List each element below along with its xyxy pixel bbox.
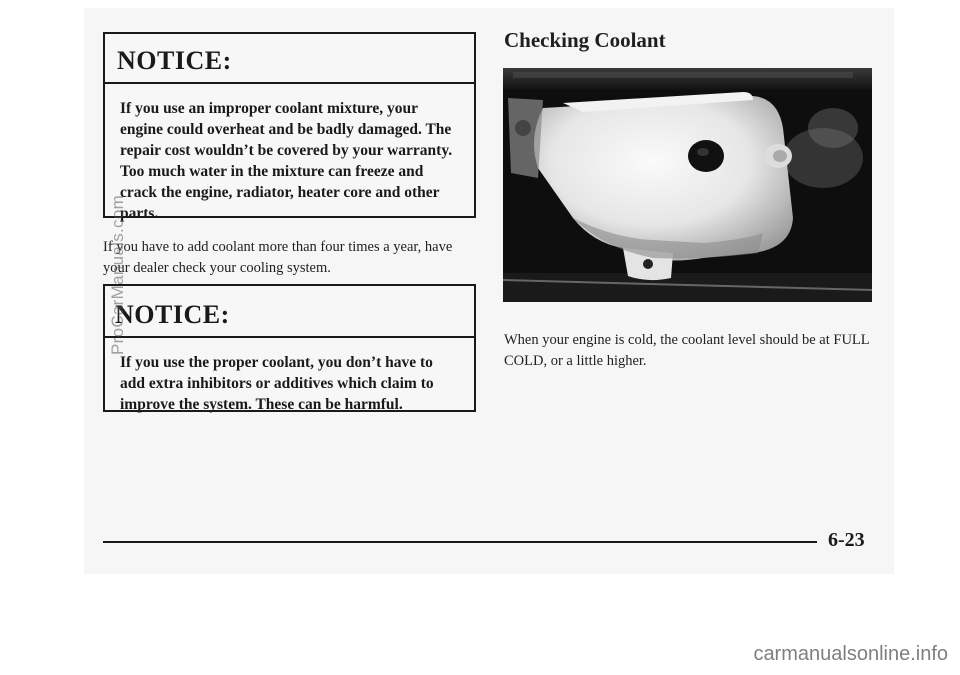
notice-heading: NOTICE: xyxy=(105,34,474,84)
coolant-reservoir-illustration xyxy=(503,68,872,302)
notice-text: If you use the proper coolant, you don’t have to add extra inhibitors or additives which claim to improve the system. These can be harmful. xyxy=(120,354,434,413)
page-number: 6-23 xyxy=(828,529,865,551)
coolant-level-paragraph: When your engine is cold, the coolant level should be at FULL COLD, or a little higher. xyxy=(504,332,870,369)
coolant-reservoir-photo xyxy=(503,68,872,302)
coolant-frequency-paragraph: If you have to add coolant more than four times a year, have your dealer check your cooling system. xyxy=(103,239,453,276)
notice-text: If you use an improper coolant mixture, your engine could overheat and be badly damaged. The repair cost wouldn’t be covered by your warranty. Too much water in the mixture can freeze and crack the engine, radiator, heater core and other parts. xyxy=(120,100,453,222)
footer-rule xyxy=(103,541,817,543)
notice-box-proper-coolant xyxy=(103,284,476,412)
watermark-bottom: carmanualsonline.info xyxy=(753,643,948,665)
notice-box-improper-coolant xyxy=(103,32,476,222)
watermark-side: ProCarManuals.com xyxy=(108,194,127,355)
section-heading: Checking Coolant xyxy=(504,28,666,52)
notice-heading: NOTICE: xyxy=(105,286,474,338)
